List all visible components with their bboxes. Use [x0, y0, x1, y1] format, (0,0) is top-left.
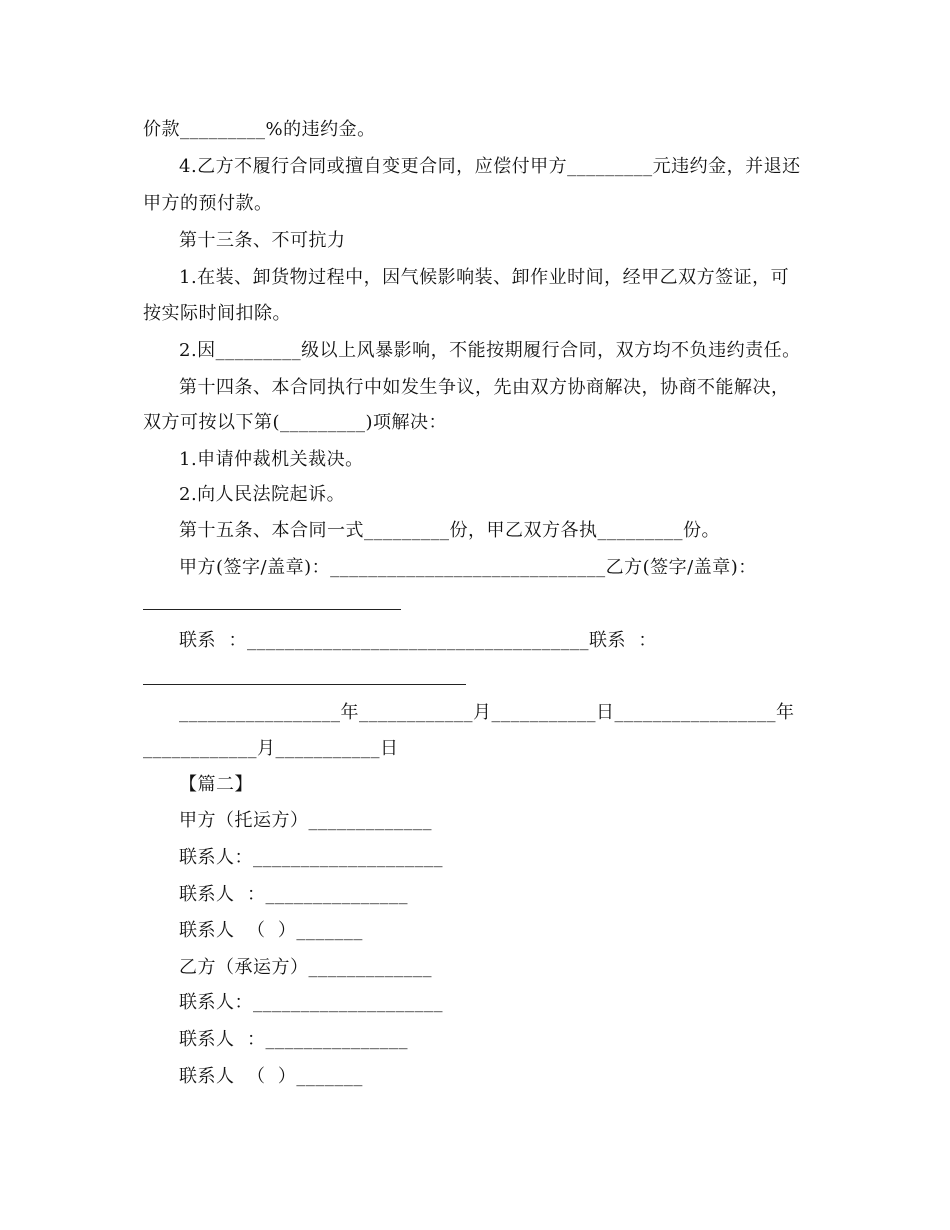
- text-line: 按实际时间扣除。: [143, 303, 291, 324]
- section-heading: 【篇二】: [179, 774, 253, 795]
- date-line: ____________月___________日: [143, 738, 399, 759]
- contact-person-line: 联系人：____________________: [179, 992, 443, 1013]
- text-line: 第十五条、本合同一式_________份，甲乙双方各执_________份。: [179, 520, 720, 541]
- contact-person-line: 联系人：____________________: [179, 847, 443, 868]
- text-line: 2.因_________级以上风暴影响，不能按期履行合同，双方均不负违约责任。: [179, 340, 801, 361]
- contact-person-line: 联系人 （ ）_______: [179, 920, 363, 941]
- contact-person-line: 联系人 （ ）_______: [179, 1066, 363, 1087]
- section-heading: 第十三条、不可抗力: [179, 230, 346, 251]
- signature-blank: [143, 609, 401, 610]
- text-line: 1.在装、卸货物过程中，因气候影响装、卸作业时间，经甲乙双方签证，可: [179, 267, 790, 288]
- contact-line: 联系 ：____________________________________联系 ：: [179, 630, 657, 651]
- contact-person-line: 联系人 ：_______________: [179, 884, 408, 905]
- text-line: 第十四条、本合同执行中如发生争议，先由双方协商解决，协商不能解决，: [179, 377, 790, 398]
- party-b-line: 乙方（承运方）_____________: [179, 957, 432, 978]
- text-line: 2.向人民法院起诉。: [179, 484, 346, 505]
- contact-blank: [143, 684, 466, 685]
- date-line: _________________年____________月___________日_________________年: [179, 702, 795, 723]
- signature-line: 甲方(签字/盖章)：_____________________________乙方(签字/盖章)：: [179, 557, 757, 578]
- party-a-line: 甲方（托运方）_____________: [179, 810, 432, 831]
- text-line: 4.乙方不履行合同或擅自变更合同，应偿付甲方_________元违约金，并退还: [179, 156, 801, 177]
- text-line: 甲方的预付款。: [143, 193, 273, 214]
- text-line: 1.申请仲裁机关裁决。: [179, 449, 364, 470]
- text-line: 双方可按以下第(_________)项解决：: [143, 412, 448, 433]
- text-line: 价款_________%的违约金。: [143, 119, 376, 140]
- contact-person-line: 联系人 ：_______________: [179, 1029, 408, 1050]
